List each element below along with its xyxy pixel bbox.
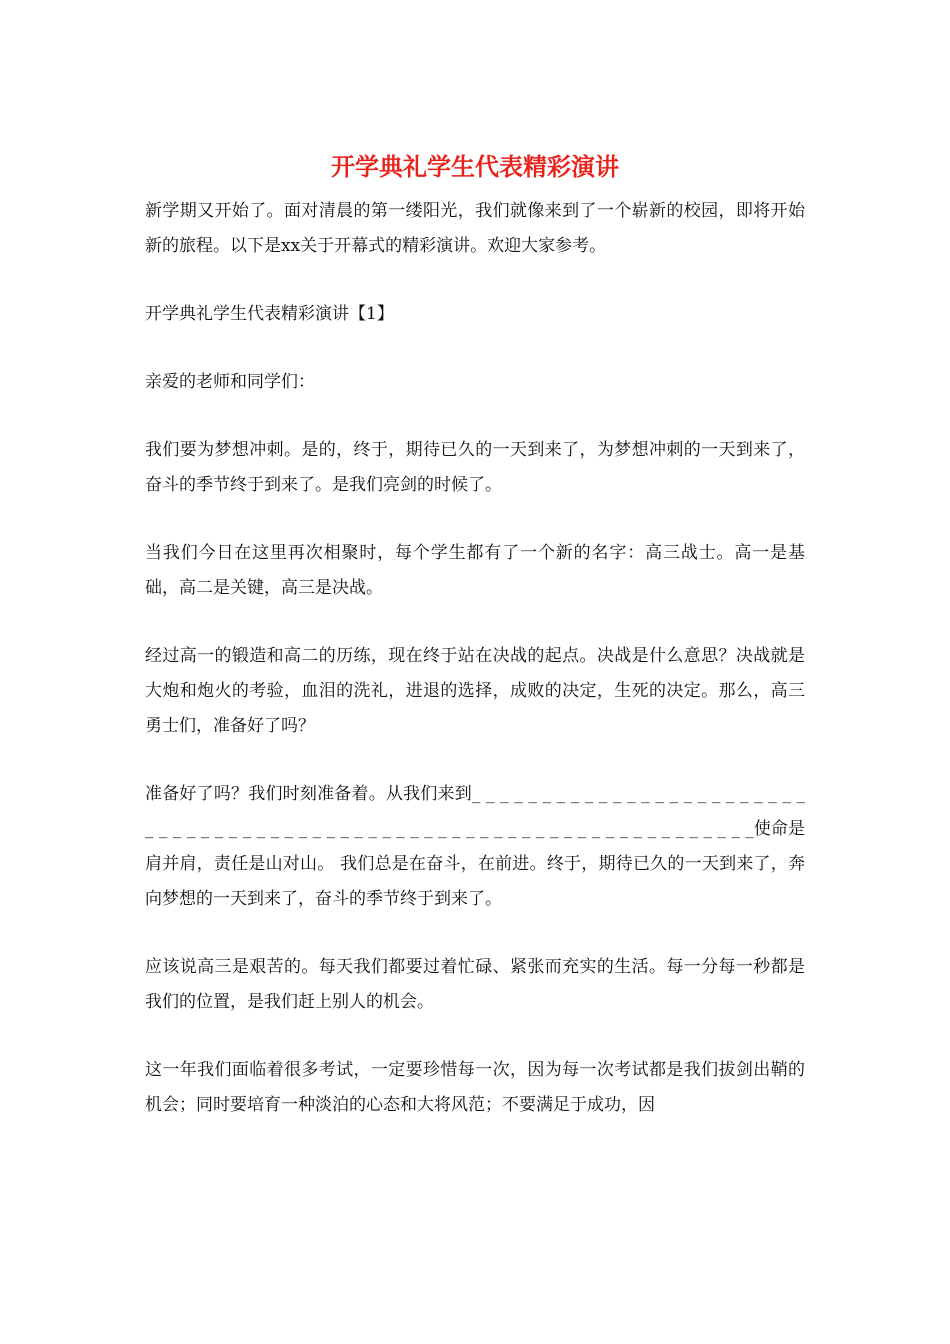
paragraph: 当我们今日在这里再次相聚时，每个学生都有了一个新的名字：高三战士。高一是基础，高二是关键，高三是决战。 (145, 543, 805, 598)
paragraph-with-blank: 准备好了吗？我们时刻准备着。从我们来到_ _ _ _ _ _ _ _ _ _ _ _ _ _ _ _ _ _ _ _ _ _ _ _ _ _ _ _ _ _ _ _ _ _ _ _ _ _ _ _ _ _ _ _ _ _ _ _ _ _ _ _ _ _ _ _ _ _ _ _ _ _ _ _ _ _ _ _使命是肩并肩，责任是山对山。 我们总是在奋斗，在前进。终于，期待已久的一天到来了，奔向梦想的一天到来了，奋斗的季节终于到来了。 (145, 784, 805, 909)
paragraph-section-heading: 开学典礼学生代表精彩演讲【1】 (145, 304, 394, 324)
paragraph-intro: 新学期又开始了。面对清晨的第一缕阳光，我们就像来到了一个崭新的校园，即将开始新的旅程。以下是xx关于开幕式的精彩演讲。欢迎大家参考。 (145, 201, 805, 256)
paragraph-greeting: 亲爱的老师和同学们： (145, 372, 315, 392)
document-title: 开学典礼学生代表精彩演讲 (331, 152, 619, 181)
paragraph: 应该说高三是艰苦的。每天我们都要过着忙碌、紧张而充实的生活。每一分每一秒都是我们的位置，是我们赶上别人的机会。 (145, 957, 805, 1012)
paragraph: 这一年我们面临着很多考试，一定要珍惜每一次，因为每一次考试都是我们拔剑出鞘的机会；同时要培育一种淡泊的心态和大将风范；不要满足于成功，因 (145, 1060, 805, 1115)
document-body (145, 194, 805, 1156)
paragraph: 经过高一的锻造和高二的历练，现在终于站在决战的起点。决战是什么意思？决战就是大炮和炮火的考验，血泪的洗礼，进退的选择，成败的决定，生死的决定。那么，高三勇士们，准备好了吗？ (145, 646, 805, 736)
paragraph: 我们要为梦想冲刺。是的，终于，期待已久的一天到来了，为梦想冲刺的一天到来了，奋斗的季节终于到来了。是我们亮剑的时候了。 (145, 440, 805, 495)
